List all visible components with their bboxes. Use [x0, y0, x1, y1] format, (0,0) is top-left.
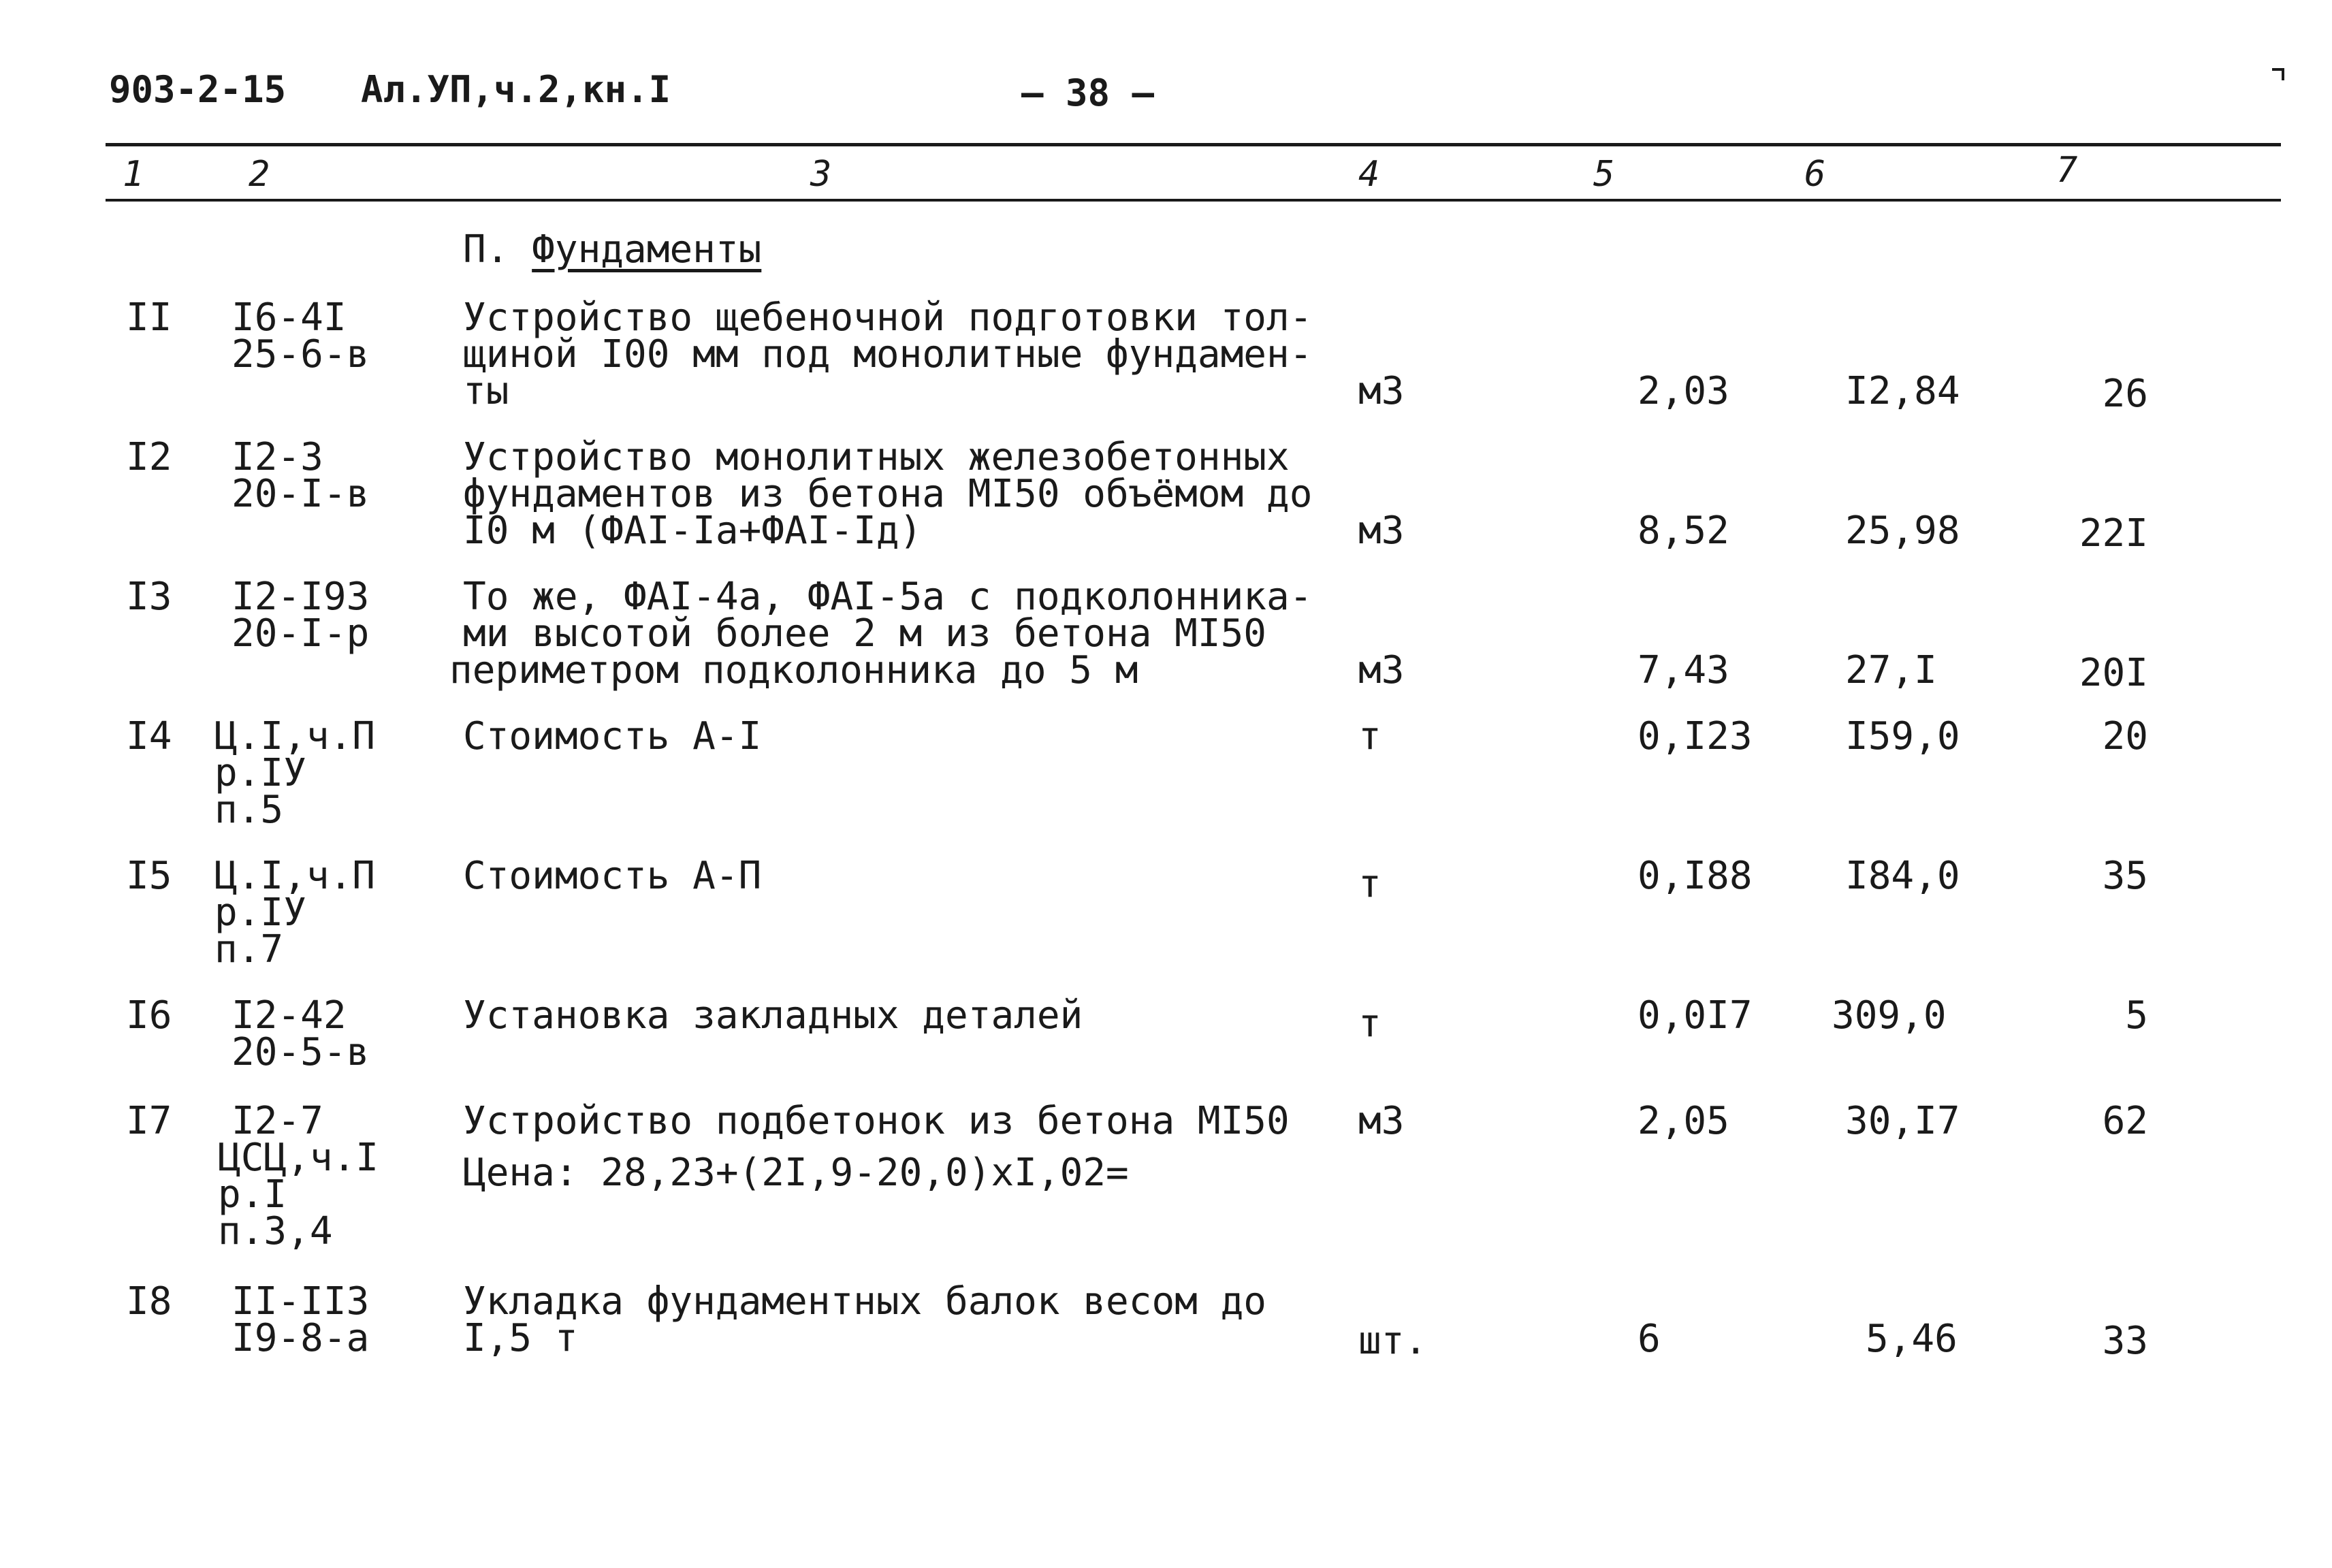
- quantity: 2,05: [1638, 1099, 1729, 1143]
- total-cost: 33: [2102, 1319, 2148, 1363]
- work-description: Стоимость А-П: [463, 854, 762, 898]
- norm-code: I9-8-а: [231, 1316, 370, 1360]
- description-line: ты: [463, 369, 509, 413]
- section-heading: [463, 227, 762, 272]
- norm-code: I2-3: [231, 435, 323, 479]
- norm-codes: [231, 1279, 370, 1360]
- norm-code: Ц.I,ч.П: [214, 714, 376, 758]
- column-number-5: 5: [1593, 154, 1615, 195]
- page-number: — 38 —: [1021, 71, 1155, 114]
- description-line: ми высотой более 2 м из бетона МI50: [463, 611, 1267, 656]
- row-number: I2: [126, 435, 172, 479]
- unit: м3: [1358, 1099, 1405, 1143]
- norm-codes: [214, 854, 376, 972]
- description-line: Устройство монолитных железобетонных: [463, 435, 1290, 479]
- norm-code: I6-4I: [231, 295, 347, 340]
- norm-code: I2-I93: [231, 575, 370, 619]
- norm-code: 20-I-р: [231, 611, 370, 656]
- top-rule: [106, 143, 2281, 146]
- column-number-2: 2: [249, 154, 270, 195]
- norm-codes: [231, 295, 370, 377]
- quantity: 0,I23: [1638, 714, 1753, 758]
- unit-price: 27,I: [1845, 648, 1937, 692]
- norm-code: 20-I-в: [231, 472, 370, 516]
- row-number: I8: [126, 1279, 172, 1324]
- unit: м3: [1358, 509, 1405, 553]
- unit-price: I2,84: [1845, 369, 1960, 413]
- description-line: I,5 т: [463, 1316, 578, 1360]
- description-line: щиной I00 мм под монолитные фундамен-: [463, 332, 1313, 377]
- section-prefix: П.: [463, 227, 509, 272]
- column-number-3: 3: [810, 154, 832, 195]
- work-description: Стоимость А-I: [463, 714, 762, 758]
- quantity: 8,52: [1638, 509, 1729, 553]
- unit: м3: [1358, 369, 1405, 413]
- norm-codes: [214, 714, 376, 832]
- norm-code: р.I: [218, 1172, 287, 1217]
- unit-price: 25,98: [1845, 509, 1960, 553]
- section-title: Фундаменты: [532, 227, 762, 272]
- description-line: периметром подколонника до 5 м: [449, 648, 1138, 692]
- norm-code: п.3,4: [218, 1209, 333, 1253]
- description-line: Устройство щебеночной подготовки тол-: [463, 295, 1313, 340]
- unit-price: 30,I7: [1845, 1099, 1960, 1143]
- norm-codes: [231, 575, 370, 656]
- description-line: Устройство подбетонок из бетона МI50: [463, 1099, 1290, 1143]
- norm-code: I2-42: [231, 993, 347, 1038]
- row-number: I4: [126, 714, 172, 758]
- unit-price: 309,0: [1832, 993, 1947, 1038]
- description-line: Цена: 28,23+(2I,9-20,0)хI,02=: [463, 1151, 1129, 1195]
- unit-price: I59,0: [1845, 714, 1960, 758]
- description-line: То же, ФАI-4а, ФАI-5а с подколонника-: [463, 575, 1313, 619]
- total-cost: 35: [2102, 854, 2148, 898]
- unit: м3: [1358, 648, 1405, 692]
- norm-code: ЦСЦ,ч.I: [218, 1136, 379, 1180]
- unit-price: 5,46: [1866, 1317, 1958, 1361]
- norm-code: р.IУ: [214, 891, 306, 935]
- quantity: 0,I88: [1638, 854, 1753, 898]
- norm-code: Ц.I,ч.П: [214, 854, 376, 898]
- corner-mark: [2272, 68, 2284, 80]
- document-code: 903-2-15: [109, 68, 287, 111]
- column-number-1: 1: [123, 154, 144, 195]
- norm-code: 25-6-в: [231, 332, 370, 377]
- album-reference: Ал.УП,ч.2,кн.I: [361, 68, 671, 111]
- norm-code: п.5: [214, 788, 284, 832]
- total-cost: 26: [2102, 372, 2148, 416]
- total-cost: 20: [2102, 714, 2148, 758]
- unit: т: [1358, 714, 1381, 758]
- work-description: Установка закладных деталей: [463, 993, 1083, 1038]
- column-number-4: 4: [1358, 154, 1380, 195]
- total-cost: 62: [2102, 1099, 2148, 1143]
- norm-code: II-II3: [231, 1279, 370, 1324]
- row-number: I7: [126, 1099, 172, 1143]
- unit: шт.: [1358, 1319, 1428, 1363]
- row-number: II: [126, 295, 172, 340]
- header-rule: [106, 199, 2281, 202]
- quantity: 6: [1638, 1317, 1661, 1361]
- work-description: [463, 435, 1313, 553]
- unit-price: I84,0: [1845, 854, 1960, 898]
- norm-codes: [231, 993, 370, 1074]
- norm-code: 20-5-в: [231, 1030, 370, 1074]
- column-number-6: 6: [1804, 154, 1826, 195]
- total-cost: 5: [2125, 993, 2148, 1038]
- norm-code: I2-7: [231, 1099, 323, 1143]
- norm-codes: [218, 1099, 379, 1253]
- row-number: I5: [126, 854, 172, 898]
- column-number-7: 7: [2056, 150, 2078, 191]
- description-line: фундаментов из бетона МI50 объёмом до: [463, 472, 1313, 516]
- work-description: [463, 295, 1313, 413]
- total-cost: 22I: [2079, 511, 2148, 556]
- norm-code: п.7: [214, 927, 284, 972]
- work-description: [463, 1099, 1290, 1195]
- total-cost: 20I: [2079, 651, 2148, 695]
- work-description: [449, 575, 1313, 692]
- quantity: 7,43: [1638, 648, 1729, 692]
- work-description: [463, 1279, 1267, 1360]
- norm-codes: [231, 435, 370, 516]
- quantity: 2,03: [1638, 369, 1729, 413]
- description-line: I0 м (ФАI-Iа+ФАI-Iд): [463, 509, 923, 553]
- description-line: Укладка фундаментных балок весом до: [463, 1279, 1267, 1324]
- row-number: I6: [126, 993, 172, 1038]
- unit: т: [1358, 862, 1381, 906]
- unit: т: [1358, 1002, 1381, 1046]
- row-number: I3: [126, 575, 172, 619]
- quantity: 0,0I7: [1638, 993, 1753, 1038]
- norm-code: р.IУ: [214, 751, 306, 795]
